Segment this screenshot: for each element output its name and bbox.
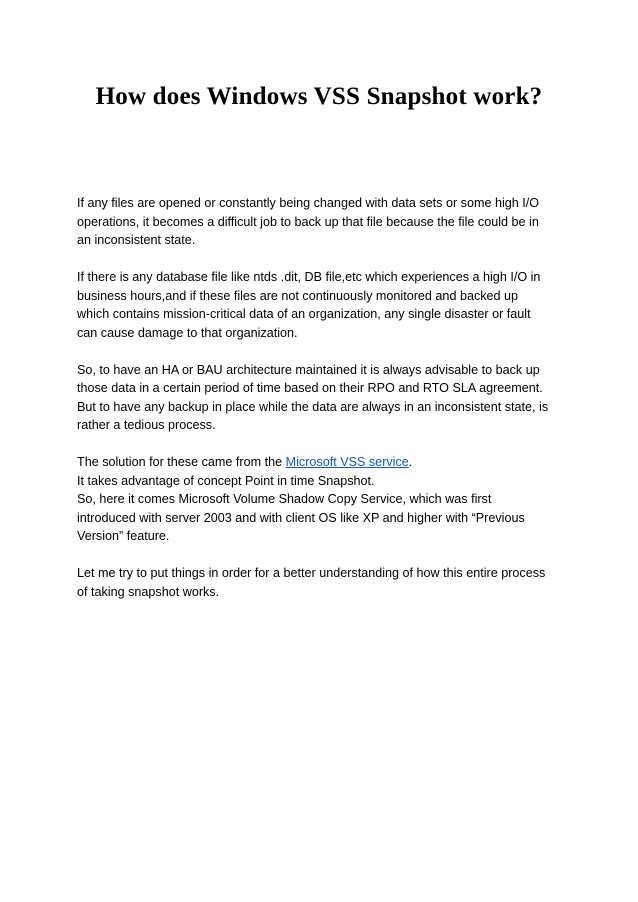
text-line <box>77 453 569 472</box>
text-line: If any files are opened or constantly being changed with data sets or some high I/O <box>77 196 540 210</box>
text-line: Version” feature. <box>77 529 170 543</box>
text-line: of taking snapshot works. <box>77 584 220 599</box>
document-body <box>77 194 569 620</box>
page-title <box>60 76 578 118</box>
text-line: which contains mission-critical data of an organization, any single disaster or fault <box>77 307 531 321</box>
text-line: can cause damage to that organization. <box>77 325 298 340</box>
text-line: introduced with server 2003 and with client OS like XP and higher with “Previous <box>77 510 525 525</box>
text-line: an inconsistent state. <box>77 233 196 247</box>
text-line: It takes advantage of concept Point in time Snapshot. <box>77 473 375 488</box>
microsoft-vss-service-link[interactable]: Microsoft VSS service <box>285 455 409 469</box>
paragraph-solution <box>77 453 569 546</box>
title-line-2: work? <box>473 83 543 110</box>
text-line: operations, it becomes a difficult job to back up that file because the file could be in <box>77 214 539 229</box>
paragraph-1 <box>77 194 569 250</box>
text-line: If there is any database file like ntds .dit, DB file,etc which experiences a high I/O in <box>77 270 541 284</box>
solution-prefix: The solution for these came from the <box>77 455 286 469</box>
text-line: Let me try to put things in order for a better understanding of how this entire process <box>77 566 546 580</box>
text-line: But to have any backup in place while the data are always in an inconsistent state, is <box>77 399 549 414</box>
text-line: those data in a certain period of time based on their RPO and RTO SLA agreement. <box>77 381 543 395</box>
text-line: So, here it comes Microsoft Volume Shadow Copy Service, which was first <box>77 492 492 506</box>
text-line: business hours,and if these files are not continuously monitored and backed up <box>77 288 519 303</box>
title-line-1: How does Windows VSS Snapshot <box>95 83 467 110</box>
text-line: rather a tedious process. <box>77 418 216 432</box>
text-line: So, to have an HA or BAU architecture maintained it is always advisable to back up <box>77 362 540 377</box>
paragraph-3 <box>77 361 569 435</box>
paragraph-closing <box>77 564 569 601</box>
paragraph-2 <box>77 268 569 342</box>
solution-suffix: . <box>408 455 413 469</box>
